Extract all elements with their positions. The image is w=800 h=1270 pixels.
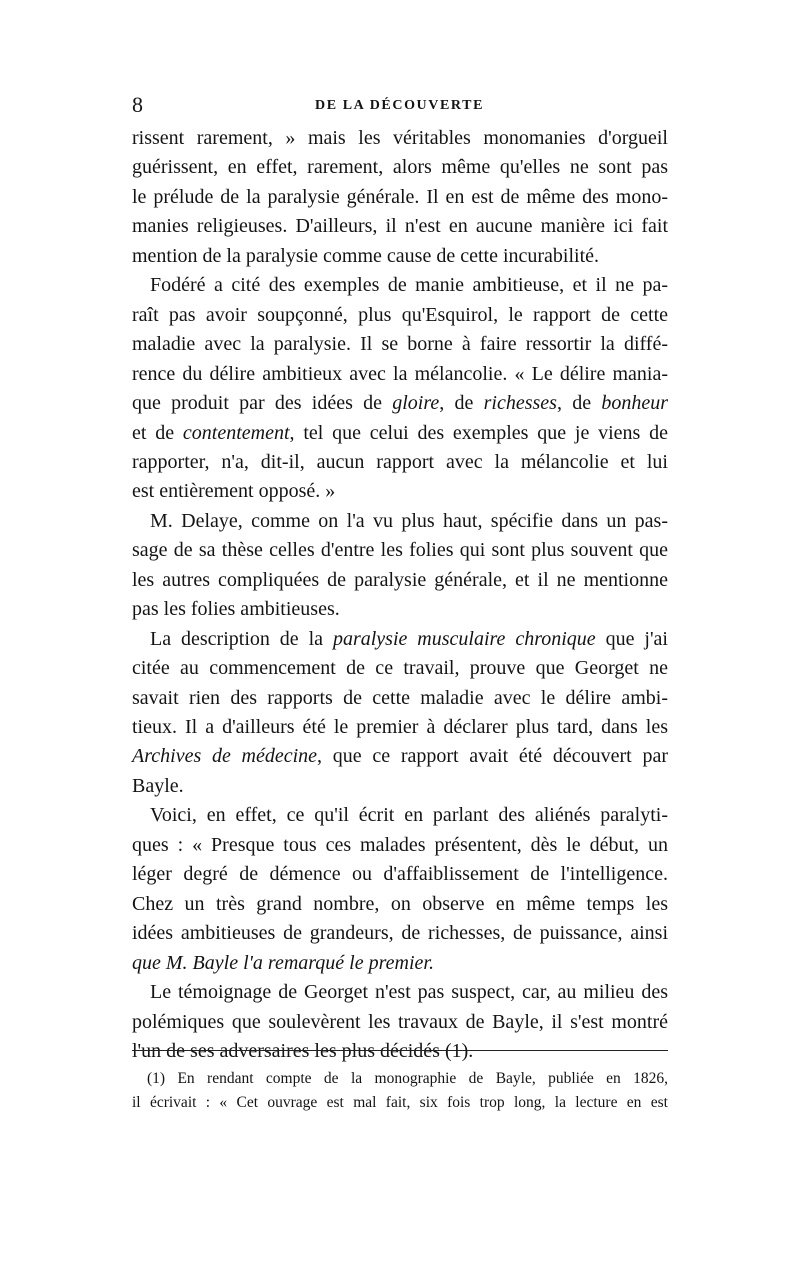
text-span: M. Delaye, comme on l'a vu plus haut, spécifie dans un pas- [150,509,668,532]
text-line [132,123,668,153]
text-span: guérissent, en effet, rarement, alors même qu'elles ne sont pas [132,156,668,179]
text-span: que produit par des idées de [132,392,393,415]
italic-span: Archives de médecine [132,745,318,768]
text-line [132,594,668,624]
text-line [132,329,668,359]
text-line [132,418,668,448]
text-line [132,152,668,182]
text-span: savait rien des rapports de cette maladie avec le délire ambi- [132,686,668,709]
text-span: , que ce rapport avait été découvert par [317,745,668,768]
italic-span: que M. Bayle l'a remarqué le premier. [132,951,434,974]
text-line [132,447,668,477]
text-span: Fodéré a cité des exemples de manie ambitieuse, et il ne pa- [150,274,668,297]
text-span: pas les folies ambitieuses. [132,598,340,621]
text-span: , de [439,392,484,415]
text-line [150,800,668,830]
text-line [150,977,668,1007]
text-span: Voici, en effet, ce qu'il écrit en parlant des aliénés paralyti- [150,804,668,827]
text-span: les autres compliquées de paralysie générale, et il ne mentionne [132,568,668,591]
text-line [132,565,668,595]
running-head: DE LA DÉCOUVERTE [314,98,485,113]
text-line [132,830,668,860]
text-span: manies religieuses. D'ailleurs, il n'est en aucune manière ici fait [132,215,668,238]
text-line [150,624,668,654]
page-number: 8 [132,92,143,117]
text-span: l'un de ses adversaires les plus décidés (1). [132,1039,474,1062]
text-line [132,712,668,742]
text-span: maladie avec la paralysie. Il se borne à faire ressortir la diffé- [132,333,668,356]
text-line [132,889,668,919]
text-span: mention de la paralysie comme cause de cette incurabilité. [132,244,600,267]
text-span: léger degré de démence ou d'affaiblissement de l'intelligence. [132,863,668,886]
text-line [132,683,668,713]
italic-span: gloire [392,392,440,415]
footnote-line: il écrivait : « Cet ouvrage est mal fait, six fois trop long, la lecture en est [132,1094,668,1111]
text-line [132,241,668,271]
text-span: que j'ai [595,627,668,650]
italic-span: contentement [182,421,290,444]
text-span: rapporter, n'a, dit-il, aucun rapport avec la mélancolie et lui [132,450,668,473]
text-span: raît pas avoir soupçonné, plus qu'Esquirol, le rapport de cette [132,303,668,326]
italic-span: paralysie musculaire chronique [332,627,596,650]
text-line [132,948,668,978]
text-span: le prélude de la paralysie générale. Il en est de même des mono- [132,185,668,208]
text-line [132,771,668,801]
footnote-line: (1) En rendant compte de la monographie de Bayle, publiée en 1826, [147,1070,668,1087]
page-header [132,92,667,118]
text-line [132,1007,668,1037]
italic-span: bonheur [601,392,668,415]
text-span: ques : « Presque tous ces malades présentent, dès le début, un [132,833,668,856]
text-span: tieux. Il a d'ailleurs été le premier à déclarer plus tard, dans les [132,716,668,738]
text-line [132,653,668,683]
text-line [132,918,668,948]
text-line [132,741,668,771]
text-span: est entièrement opposé. » [132,480,336,503]
text-span: citée au commencement de ce travail, prouve que Georget ne [132,657,668,680]
text-span: Chez un très grand nombre, on observe en même temps les [132,892,668,915]
text-span: rence du délire ambitieux avec la mélancolie. « Le délire mania- [132,362,668,385]
text-line [132,182,668,212]
text-line [150,506,668,536]
text-line [132,359,668,389]
text-line [132,211,668,241]
text-line [132,388,668,418]
text-span: et de [132,421,183,444]
text-line [132,300,668,330]
text-span: Le témoignage de Georget n'est pas suspect, car, au milieu des [150,981,668,1004]
text-span: , de [556,392,602,415]
text-line [150,270,668,300]
text-span: sage de sa thèse celles d'entre les folies qui sont plus souvent que [132,539,668,562]
text-span: idées ambitieuses de grandeurs, de richesses, de puissance, ainsi [132,922,668,945]
text-span: polémiques que soulevèrent les travaux de Bayle, il s'est montré [132,1010,668,1033]
text-line [132,859,668,889]
text-span: rissent rarement, » mais les véritables monomanies d'orgueil [132,127,668,149]
text-span: Bayle. [132,774,184,797]
text-line [132,535,668,565]
text-line [132,476,668,506]
text-span: La description de la [150,627,333,650]
text-span: , tel que celui des exemples que je viens de [289,421,669,444]
footnote-separator [132,1050,668,1051]
italic-span: richesses [483,392,557,415]
